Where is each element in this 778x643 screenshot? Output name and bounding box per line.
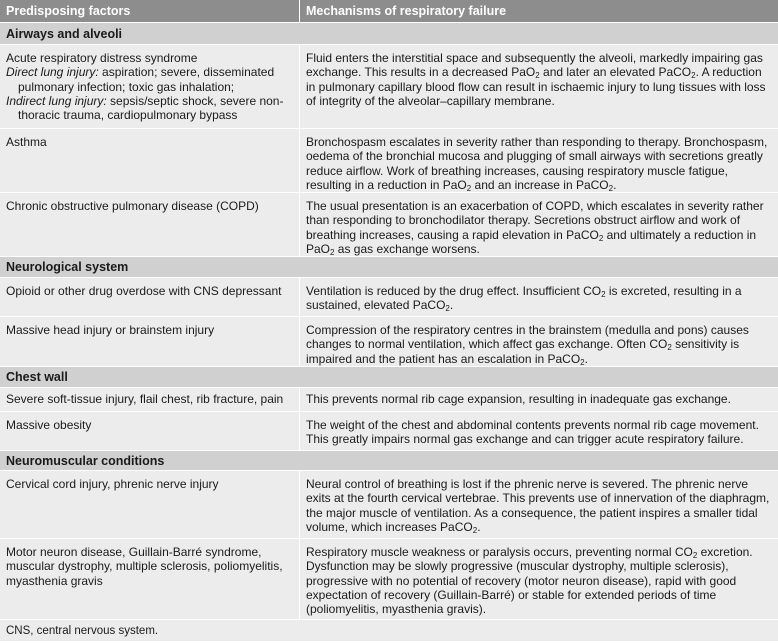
indirect-text: sepsis/septic shock, severe non-thoracic trauma, cardiopulmonary bypass: [18, 93, 284, 123]
mech-text: Fluid enters the interstitial space and subsequently the alveoli, markedly impairing gas exchange. This results in a decreased PaO: [306, 51, 763, 80]
mech-text: .: [449, 298, 454, 313]
row-mechanism: [300, 193, 778, 256]
row-mechanism: [300, 317, 778, 366]
table-row: [0, 387, 778, 411]
row-mechanism: [300, 539, 778, 619]
row-mechanism: [300, 45, 778, 128]
row-factor: Opioid or other drug overdose with CNS depressant: [0, 278, 300, 316]
section-neurological: Neurological system: [0, 256, 778, 277]
row-mechanism: [300, 471, 778, 538]
table-row: [0, 538, 778, 619]
mech-text: The usual presentation is an exacerbation of COPD, which escalates in severity rather than responding to bronchodilator therapy. Secretions obstruct airflow and work of breathing increases, causing a rapid elevation in PaCO: [306, 199, 764, 242]
mech-text: and later an elevated PaCO: [539, 65, 692, 80]
subscript: 2: [535, 71, 540, 81]
direct-label: Direct lung injury:: [6, 65, 99, 80]
subscript: 2: [608, 183, 614, 193]
mech-text: Respiratory muscle weakness or paralysis occurs, preventing normal CO: [306, 545, 693, 559]
row-factor: Chronic obstructive pulmonary disease (COPD): [0, 193, 300, 256]
footnote: CNS, central nervous system.: [0, 619, 778, 641]
subscript: 2: [691, 71, 696, 81]
mech-text: Bronchospasm escalates in severity rather than responding to therapy. Bronchospasm, oedema of the bronchial mucosa and plugging of small airways with secretions greatly reduce airflow. Work of breathing increases, causing respiratory muscle fatigue, resulting in a reduction in PaO: [306, 135, 768, 192]
subscript: 2: [472, 525, 478, 535]
subscript: 2: [330, 247, 335, 257]
row-factor: Severe soft-tissue injury, flail chest, rib fracture, pain: [0, 388, 300, 411]
mech-text: and an increase in PaCO: [471, 177, 609, 192]
row-mechanism: [300, 129, 778, 192]
subscript: 2: [466, 183, 472, 193]
section-airways: Airways and alveoli: [0, 22, 778, 44]
mech-text: .: [584, 351, 588, 366]
indirect-label: Indirect lung injury:: [6, 93, 107, 108]
row-title: Acute respiratory distress syndrome: [6, 51, 198, 65]
row-factor: Cervical cord injury, phrenic nerve injury: [0, 471, 300, 538]
table-row: [0, 277, 778, 316]
row-mechanism: The weight of the chest and abdominal contents prevents normal rib cage movement. This greatly impairs normal gas exchange and can trigger acute respiratory failure.: [306, 418, 759, 447]
subscript: 2: [601, 290, 606, 299]
subscript: 2: [445, 304, 450, 314]
table-row: [0, 316, 778, 366]
subscript: 2: [667, 343, 672, 353]
table-row: [0, 192, 778, 256]
mech-text: sensitivity is impaired and the patient has an escalation in PaCO: [306, 337, 740, 366]
row-mechanism: This prevents normal rib cage expansion, resulting in inadequate gas exchange.: [306, 392, 731, 406]
mech-text: as gas exchange worsens.: [334, 241, 480, 256]
row-factor: Asthma: [0, 129, 300, 192]
mech-text: Ventilation is reduced by the drug effect. Insufficient CO: [306, 284, 602, 298]
direct-text: aspiration; severe, disseminated pulmonary infection; toxic gas inhalation;: [18, 65, 275, 94]
section-chest-wall: Chest wall: [0, 366, 778, 387]
mech-text: excretion. Dysfunction may be slowly progressive (muscular dystrophy, multiple sclerosis), progressive with no potential of recovery (motor neuron disease), rapid with good expectation of recovery (Guillain-Barré) or stable for extended periods of time (poliomyelitis, myasthenia gravis).: [306, 545, 753, 617]
table-header: [0, 0, 778, 22]
subscript: 2: [580, 357, 585, 367]
direct-lung-injury: [6, 65, 293, 94]
row-factor: Massive head injury or brainstem injury: [0, 317, 300, 366]
mech-text: and ultimately a reduction in PaO: [306, 227, 757, 256]
row-factor: [0, 45, 300, 128]
table-row: [0, 470, 778, 538]
table-row: [0, 411, 778, 450]
row-mechanism: [300, 278, 778, 316]
row-factor: Massive obesity: [0, 412, 300, 450]
subscript: 2: [598, 233, 604, 243]
indirect-lung-injury: [6, 94, 293, 123]
mech-text: .: [613, 177, 617, 192]
table-row: [0, 44, 778, 128]
mech-text: Neural control of breathing is lost if the phrenic nerve is severed. The phrenic nerve exits at the fourth cervical vertebrae. This prevents use of innervation of the diaphragm, the major muscle of ventilation. As a consequence, the patient inspires a smaller tidal volume, which increases PaCO: [306, 477, 770, 534]
mech-text: .: [477, 519, 481, 534]
row-factor: Motor neuron disease, Guillain-Barré syndrome, muscular dystrophy, multiple sclerosis, poliomyelitis, myasthenia gravis: [0, 539, 300, 619]
header-predisposing-factors: Predisposing factors: [0, 0, 300, 22]
section-neuromuscular: Neuromuscular conditions: [0, 450, 778, 470]
mech-text: is excreted, resulting in a sustained, elevated PaCO: [306, 284, 742, 313]
table-row: [0, 128, 778, 192]
mech-text: . A reduction in pulmonary capillary blood flow can result in ischaemic injury to lung tissues with loss of integrity of the alveolar–capillary membrane.: [306, 65, 766, 108]
subscript: 2: [692, 551, 698, 560]
header-mechanisms: Mechanisms of respiratory failure: [306, 4, 507, 18]
mech-text: Compression of the respiratory centres in the brainstem (medulla and pons) causes changes to normal ventilation, which affect gas exchange. Often CO: [306, 323, 749, 352]
